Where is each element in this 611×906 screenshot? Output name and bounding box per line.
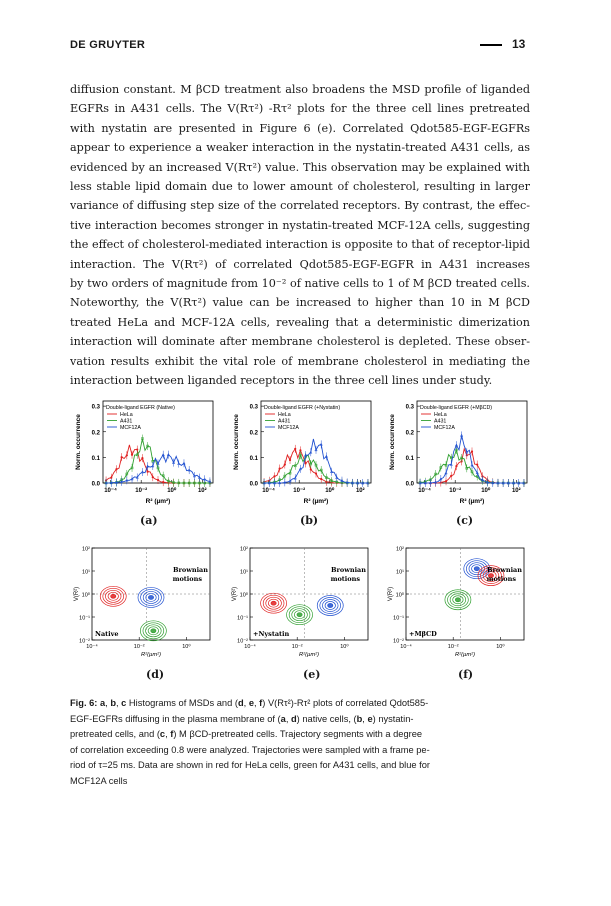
x-tick-label: 10⁻⁴ [104, 488, 118, 494]
brownian-label: Brownian [173, 566, 208, 574]
y-tick-label: 0.3 [249, 404, 258, 411]
panel-label-c: (c) [456, 514, 474, 527]
y-tick-label: 10¹ [82, 569, 90, 576]
y-tick-label: 0.0 [405, 481, 414, 488]
paragraph-line: with nystatin are presented in Figure 6 (e). Correlated Qdot585-EGF-EGFRs [70, 121, 530, 135]
y-tick-label: 0.0 [249, 481, 258, 488]
caption-text: e [367, 713, 373, 724]
legend-label: HeLa [278, 412, 291, 418]
paragraph-line: vation results exhibit the vital role of membrane cholesterol in mediating the [70, 354, 530, 368]
y-tick-label: 10⁻¹ [237, 615, 248, 622]
y-tick-label: 10⁰ [395, 592, 404, 599]
y-tick-label: 10⁻¹ [79, 615, 90, 622]
x-axis-label: R²(µm²) [454, 652, 476, 658]
paragraph-line: Noteworthy, the V(Rτ²) value can be increased to higher than 10 in M βCD [70, 296, 530, 310]
legend-label: A431 [278, 418, 291, 425]
paragraph-line: interaction between liganded receptors in the three cell lines under study. [70, 374, 493, 388]
panel-title: Double-ligand EGFR (+MβCD) [420, 405, 493, 411]
y-tick-label: 10⁰ [239, 592, 248, 599]
contour-panel-d [70, 540, 220, 665]
x-axis-label: R² (µm²) [303, 498, 329, 505]
caption-text: a [280, 713, 286, 724]
x-tick-label: 10⁻⁴ [86, 644, 98, 650]
treatment-label: Native [95, 630, 119, 638]
caption-line [70, 743, 535, 759]
contour-panel-e [228, 540, 378, 665]
legend-label: MCF12A [434, 425, 455, 431]
x-tick-label: 10⁰ [182, 644, 191, 650]
legend-label: MCF12A [120, 425, 141, 431]
x-tick-label: 10⁻² [449, 488, 462, 494]
x-tick-label: 10⁻⁴ [418, 488, 432, 494]
y-axis-label: V(R²) [232, 586, 238, 602]
histogram-panel-a [70, 393, 220, 513]
panel-label-d: (d) [146, 668, 165, 681]
caption-text: EGF-EGFRs diffusing in the plasma membrane of ( [70, 713, 281, 724]
caption-text: d [290, 713, 297, 724]
contour-level-a431 [455, 598, 460, 602]
caption-text: b [110, 698, 116, 708]
x-tick-label: 10² [511, 488, 521, 494]
x-tick-label: 10² [197, 488, 207, 494]
treatment-label: +MβCD [409, 630, 437, 638]
brownian-label: motions [486, 575, 516, 583]
caption-text: ) nystatin- [372, 713, 414, 724]
paragraph-line: EGFRs in A431 cells. The V(Rτ²) -Rτ² plots for the three cell lines pretreated [70, 102, 530, 116]
y-tick-label: 10¹ [240, 569, 248, 576]
legend-label: A431 [434, 418, 447, 425]
legend-label: MCF12A [278, 425, 299, 431]
x-tick-label: 10⁻⁴ [400, 644, 412, 650]
x-tick-label: 10² [355, 488, 365, 494]
y-axis-label: Norm. occurrence [75, 414, 82, 470]
paragraph-line: tive interaction becomes stronger in nystatin-treated MCF-12A cells, suggesting [70, 218, 530, 232]
panel-label-e: (e) [303, 668, 321, 681]
panel-label-f: (f) [458, 668, 474, 681]
contour-level-hela [111, 594, 116, 598]
treatment-label: +Nystatin [253, 630, 290, 638]
brownian-label: Brownian [487, 566, 522, 574]
x-axis-label: R² (µm²) [145, 498, 171, 505]
y-axis-label: V(R²) [388, 586, 394, 602]
caption-text: b [356, 713, 363, 724]
y-tick-label: 0.2 [91, 430, 100, 437]
y-tick-label: 0.1 [249, 455, 258, 462]
caption-text: , [116, 698, 122, 708]
caption-line [70, 712, 535, 728]
paragraph-line: variance of diffusing step size of the correlated receptors. By contrast, the effec- [70, 199, 530, 213]
y-tick-label: 0.1 [91, 455, 100, 462]
paragraph-line: less stable lipid domain due to lower amount of cholesterol, resulting in larger [70, 180, 530, 194]
legend-label: HeLa [120, 412, 133, 418]
y-tick-label: 10² [396, 546, 404, 553]
x-axis-label: R²(µm²) [298, 652, 320, 658]
caption-line [70, 727, 535, 743]
legend-label: A431 [120, 418, 133, 425]
caption-line [70, 774, 535, 790]
contour-level-mcf12a [148, 595, 153, 599]
x-tick-label: 10⁻² [135, 488, 148, 494]
journal-name: DE GRUYTER [70, 39, 146, 51]
caption-text: d [237, 698, 244, 708]
caption-text: riod of τ=25 ms. Data are shown in red for HeLa cells, green for A431 cells, and blue for [70, 760, 430, 771]
y-tick-label: 0.3 [91, 404, 100, 411]
caption-text: Histograms of MSDs and ( [126, 698, 238, 708]
y-tick-label: 10⁻² [393, 638, 404, 645]
body-paragraph [70, 80, 530, 391]
y-axis-label: Norm. occurrence [233, 414, 240, 470]
panel-label-a: (a) [140, 514, 158, 527]
paragraph-line: interaction will dominate after membrane cholesterol is depleted. These obser- [70, 335, 530, 349]
caption-text: c [159, 729, 166, 740]
x-tick-label: 10⁻⁴ [262, 488, 276, 494]
x-tick-label: 10⁰ [481, 488, 491, 494]
x-tick-label: 10⁻² [293, 488, 306, 494]
paragraph-line: the effect of cholesterol-mediated interaction is opposite to that of receptor-lipid [70, 238, 530, 252]
x-tick-label: 10⁰ [325, 488, 335, 494]
x-axis-label: R²(µm²) [140, 652, 162, 658]
x-tick-label: 10⁻² [133, 644, 145, 650]
caption-text: MCF12A cells [70, 775, 128, 786]
y-tick-label: 10⁻² [237, 638, 248, 645]
panel-label-b: (b) [300, 514, 319, 527]
caption-line [70, 758, 535, 774]
x-axis-label: R² (µm²) [459, 498, 485, 505]
x-tick-label: 10⁰ [496, 644, 505, 650]
caption-text: ) M βCD-pretreated cells. Trajectory segments with a degree [173, 729, 423, 740]
contour-level-mcf12a [474, 567, 479, 571]
caption-text: , [285, 713, 291, 724]
x-tick-label: 10⁻⁴ [244, 644, 256, 650]
y-axis-label: Norm. occurrence [389, 414, 396, 470]
caption-text: Fig. 6: [70, 698, 100, 708]
caption-text: , [253, 698, 260, 708]
brownian-label: motions [172, 575, 202, 583]
contour-level-mcf12a [328, 604, 333, 608]
paragraph-line: diffusion constant. M βCD treatment also broadens the MSD profile of liganded [70, 83, 530, 96]
paragraph-line: interaction. The V(Rτ²) of correlated Qdot585-EGF-EGFR in A431 increases [70, 257, 530, 271]
contour-level-a431 [297, 613, 302, 617]
paragraph-line: by two orders of magnitude from 10⁻² of native cells to 1 of M βCD treated cells. [70, 277, 530, 291]
y-tick-label: 10² [82, 546, 90, 553]
figure-caption [70, 696, 535, 790]
legend-label: HeLa [434, 412, 447, 418]
caption-text: c [121, 698, 127, 708]
y-tick-label: 10⁰ [81, 592, 90, 599]
page-number: 13 [512, 37, 526, 51]
brownian-label: Brownian [331, 566, 366, 574]
contour-level-hela [271, 601, 276, 605]
brownian-label: motions [330, 575, 360, 583]
y-tick-label: 10¹ [396, 569, 404, 576]
y-axis-label: V(R²) [74, 586, 80, 602]
paragraph-line: appear to experience a weaker interaction in the nystatin-treated A431 cells, as [70, 141, 530, 155]
header-rule [480, 44, 502, 46]
caption-text: of correlation exceeding 0.8 were analyzed. Trajectories were sampled with a frame pe- [70, 744, 430, 755]
y-tick-label: 0.3 [405, 404, 414, 411]
caption-text: , [243, 698, 249, 708]
y-tick-label: 10⁻² [79, 638, 90, 645]
x-tick-label: 10⁻² [291, 644, 303, 650]
histogram-panel-b [228, 393, 378, 513]
caption-text: ) native cells, ( [296, 713, 357, 724]
caption-line [70, 696, 535, 712]
x-tick-label: 10⁰ [340, 644, 349, 650]
caption-text: pretreated cells, and ( [70, 729, 160, 740]
caption-text: , [165, 729, 171, 740]
caption-text: ) V(Rτ²)-Rτ² plots of correlated Qdot585- [262, 698, 429, 708]
caption-text: f [170, 729, 174, 740]
y-tick-label: 0.2 [249, 430, 258, 437]
histogram-panel-c [384, 393, 534, 513]
paragraph-line: treated HeLa and MCF-12A cells, revealing that a deterministic dimerization [70, 315, 530, 329]
caption-text: e [248, 698, 254, 708]
contour-panel-f [384, 540, 534, 665]
panel-title: Double-ligand EGFR (+Nystatin) [264, 405, 341, 411]
x-tick-label: 10⁻² [447, 644, 459, 650]
caption-text: f [259, 698, 263, 708]
caption-text: , [105, 698, 111, 708]
y-tick-label: 10² [240, 546, 248, 553]
y-tick-label: 0.1 [405, 455, 414, 462]
paragraph-line: evidenced by an increased V(Rτ²) value. This observation may be explained with [70, 160, 530, 174]
contour-level-a431 [151, 629, 156, 633]
x-tick-label: 10⁰ [167, 488, 177, 494]
caption-text: , [362, 713, 368, 724]
y-tick-label: 0.0 [91, 481, 100, 488]
y-tick-label: 0.2 [405, 430, 414, 437]
caption-text: a [99, 698, 106, 708]
panel-title: Double-ligand EGFR (Native) [106, 405, 175, 411]
y-tick-label: 10⁻¹ [393, 615, 404, 622]
